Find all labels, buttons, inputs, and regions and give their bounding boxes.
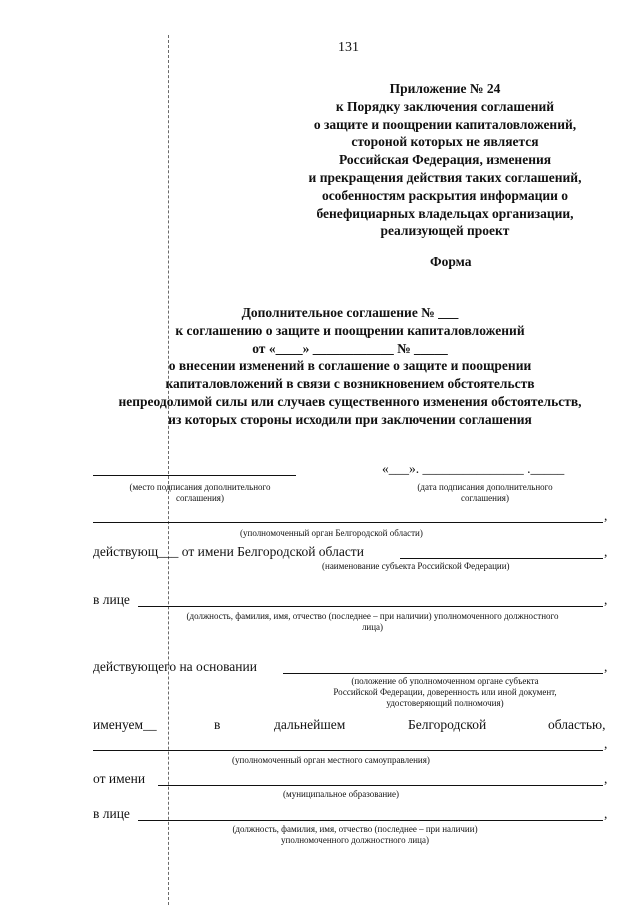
named-word: в xyxy=(214,717,221,732)
appendix-line: бенефициарных владельцах организации, xyxy=(316,205,574,221)
person2-label: в лице xyxy=(93,806,130,821)
appendix-line: к Порядку заключения соглашений xyxy=(335,98,555,114)
place-field[interactable] xyxy=(93,475,296,476)
appendix-line: и прекращения действия таких соглашений, xyxy=(308,169,582,185)
authority-field[interactable] xyxy=(93,522,603,523)
person-caption: (должность, фамилия, имя, отчество (последнее – при наличии) уполномоченного должностного лица) xyxy=(186,611,559,632)
title-line: непреодолимой силы или случаев существенного изменения обстоятельств, xyxy=(118,393,582,409)
title-line: Дополнительное соглашение № ___ xyxy=(241,305,459,320)
title-line: от «____» ____________ № _____ xyxy=(252,340,448,356)
named-word: дальнейшем xyxy=(274,717,346,732)
comma: , xyxy=(604,508,608,523)
appendix-line: реализующей проект xyxy=(380,223,510,239)
municipal-caption: (муниципальное образование) xyxy=(283,789,399,799)
person-field[interactable] xyxy=(138,606,603,607)
appendix-line: особенностям раскрытия информации о xyxy=(321,187,569,203)
page-number: 131 xyxy=(338,40,359,55)
appendix-line: стороной которых не является xyxy=(351,134,539,150)
comma: , xyxy=(604,544,608,559)
appendix-line: Приложение № 24 xyxy=(389,81,501,96)
acting-label: действующ___ от имени Белгородской области xyxy=(93,544,364,559)
basis-field[interactable] xyxy=(283,673,603,674)
behalf-label: от имени xyxy=(93,771,146,786)
named-word: Белгородской xyxy=(408,717,487,732)
title-line: капиталовложений в связи с возникновением обстоятельств xyxy=(165,376,535,392)
person2-field[interactable] xyxy=(138,820,603,821)
authority-caption: (уполномоченный орган Белгородской области) xyxy=(240,528,423,538)
form-label: Форма xyxy=(430,254,472,269)
title-line: к соглашению о защите и поощрении капиталовложений xyxy=(175,322,525,338)
comma: , xyxy=(604,592,608,607)
person-label: в лице xyxy=(93,592,130,607)
comma: , xyxy=(604,736,608,751)
place-caption: (место подписания дополнительного соглашения) xyxy=(129,482,271,503)
person2-caption: (должность, фамилия, имя, отчество (последнее – при наличии) уполномоченного должностного лица) xyxy=(232,824,478,845)
named-word: областью, xyxy=(548,717,606,732)
named-word: именуем__ xyxy=(93,717,157,732)
title-line: о внесении изменений в соглашение о защите и поощрении xyxy=(168,358,532,374)
appendix-line: Российская Федерация, изменения xyxy=(338,152,552,168)
appendix-header xyxy=(290,80,600,240)
document-title xyxy=(80,304,620,429)
comma: , xyxy=(604,771,608,786)
subject-caption: (наименование субъекта Российской Федерации) xyxy=(322,561,510,571)
appendix-line: о защите и поощрении капиталовложений, xyxy=(313,116,577,132)
local-authority-field[interactable] xyxy=(93,750,603,751)
comma: , xyxy=(604,659,608,674)
local-caption: (уполномоченный орган местного самоуправления) xyxy=(232,755,430,765)
basis-caption: (положение об уполномоченном органе субъекта Российской Федерации, доверенность или иной документ, удостоверяющий полномочия) xyxy=(333,676,557,708)
acting-field[interactable] xyxy=(400,558,603,559)
basis-label: действующего на основании xyxy=(93,659,257,674)
behalf-field[interactable] xyxy=(158,785,603,786)
date-caption: (дата подписания дополнительного соглашения) xyxy=(417,482,553,503)
date-field[interactable]: «___». _______________ ._____ xyxy=(382,461,565,476)
title-line: из которых стороны исходили при заключении соглашения xyxy=(168,411,532,427)
scan-fold-line xyxy=(168,35,169,905)
comma: , xyxy=(604,806,608,821)
